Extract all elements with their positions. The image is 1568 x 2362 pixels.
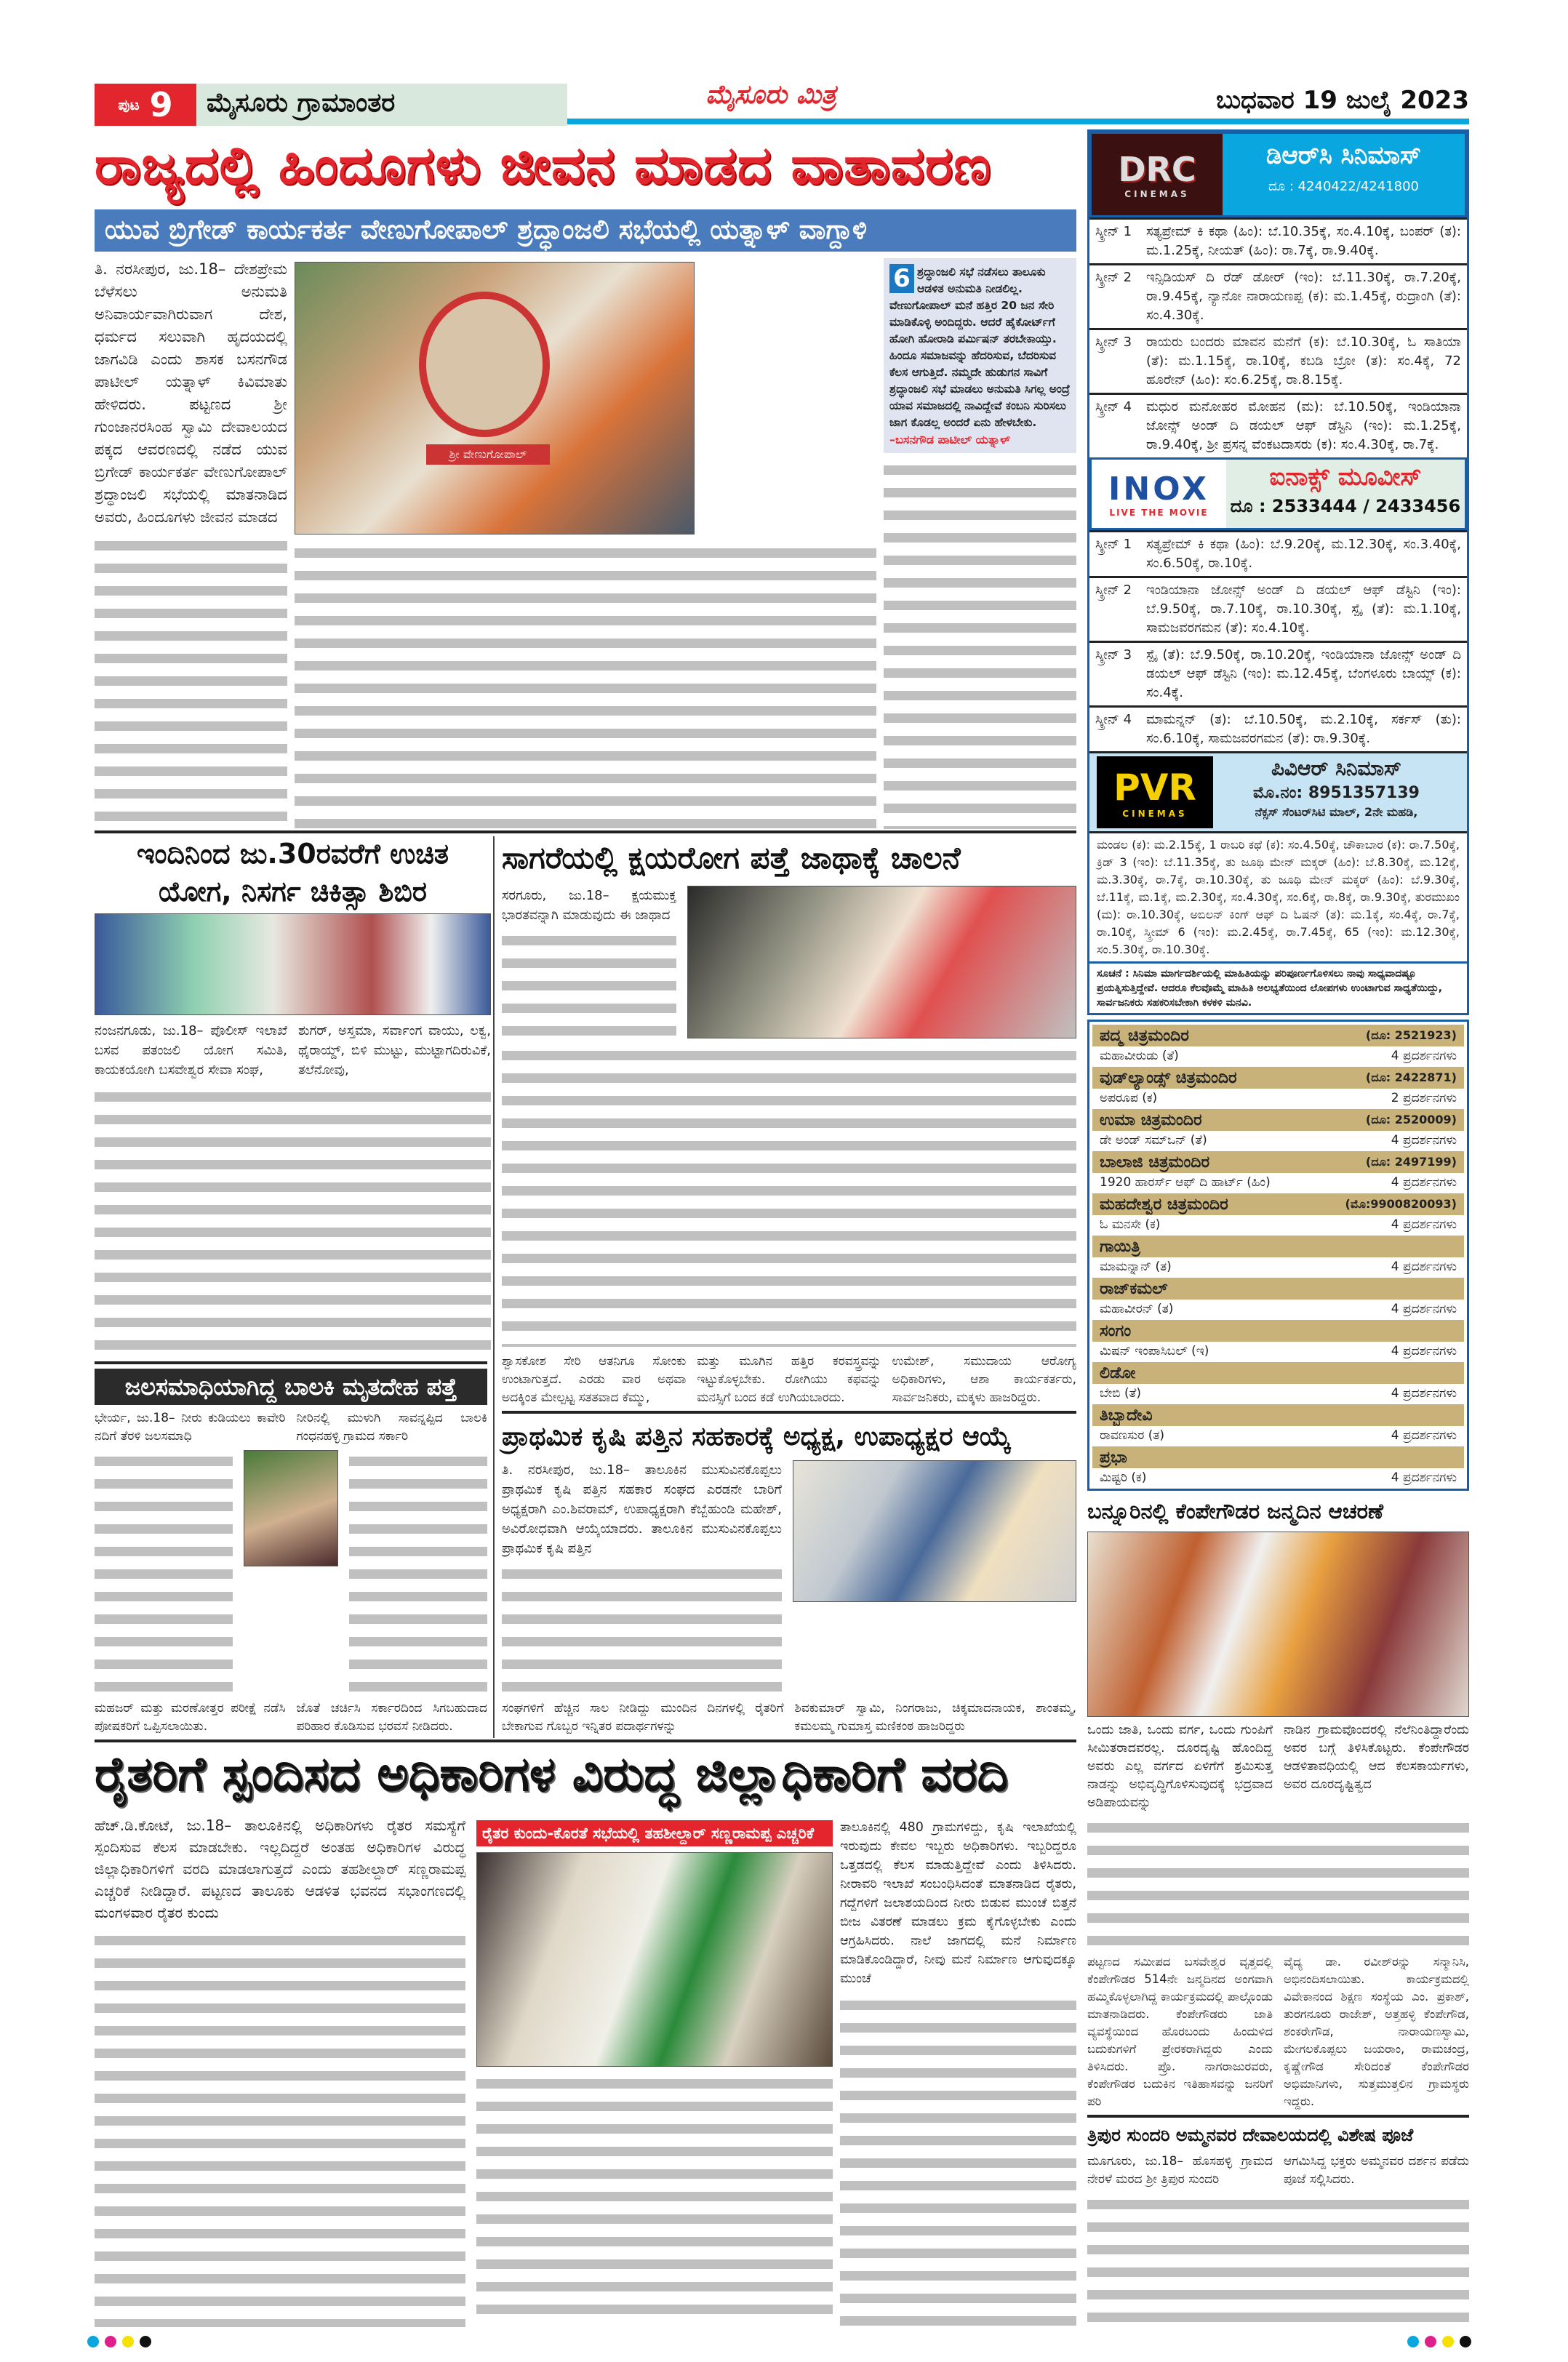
- portrait-frame: [419, 292, 550, 437]
- lead-body-right: [884, 459, 1076, 829]
- inox-phone: ದೂ : 2533444 / 2433456: [1230, 496, 1461, 516]
- bannur-body-continued: [1087, 1817, 1469, 1949]
- drowning-story: [95, 1361, 487, 1736]
- theatre-name: ಗಾಯಿತ್ರಿ: [1100, 1237, 1140, 1256]
- quote-author: –ಬಸನಗೌಡ ಪಾಟೀಲ್ ಯತ್ನಾಳ್: [889, 433, 1010, 447]
- drowning-body-continued: [349, 1450, 487, 1695]
- theatre-name: ಸಂಗಂ: [1100, 1321, 1132, 1340]
- drowning-victim-photo: [244, 1450, 338, 1566]
- show-count: 2 ಪ್ರದರ್ಶನಗಳು: [1391, 1091, 1457, 1105]
- farmers-meeting-photo: [476, 1852, 833, 2067]
- farmers-body-col3: ತಾಲೂಕಿನಲ್ಲಿ 480 ಗ್ರಾಮಗಳಿದ್ದು, ಕೃಷಿ ಇಲಾಖೆಯಲ್ಲಿ ಇರುವುದು ಕೇವಲ ಇಬ್ಬರು ಅಧಿಕಾರಿಗಳು. ಇಬ್ಬರಿದ್ದರೂ ಒತ್ತಡದಲ್ಲಿ ಕೆಲಸ ಮಾಡುತ್ತಿದ್ದೇವೆ ಎಂದು ತಿಳಿಸಿದರು. ನೀರಾವರಿ ಇಲಾಖೆ ಸಂಬಂಧಿಸಿದಂತೆ ಮಾತನಾಡಿದ ರೈತರು, ಗದ್ದೆಗಳಿಗೆ ಜಲಾಶಯದಿಂದ ನೀರು ಬಿಡುವ ಮುಂಚೆ ಬಿತ್ತನೆ ಬೀಜ ವಿತರಣೆ ಮಾಡಲು ಕ್ರಮ ಕೈಗೊಳ್ಳಬೇಕು ಎಂದು ಆಗ್ರಹಿಸಿದರು. ನಾಲೆ ಜಾಗದಲ್ಲಿ ಮನೆ ನಿರ್ಮಾಣ ಮಾಡಿಕೊಂಡಿದ್ದಾರೆ, ನೀವು ಮನೆ ನಿರ್ಮಾಣ ಆಗುವುದಕ್ಕೂ ಮುಂಚೆ: [840, 1820, 1076, 1986]
- screen-label: ಸ್ಕ್ರೀನ್ 4: [1095, 399, 1132, 415]
- inox-screen-row: [1089, 705, 1467, 751]
- drowning-headline: ಜಲಸಮಾಧಿಯಾಗಿದ್ದ ಬಾಲಕಿ ಮೃತದೇಹ ಪತ್ತೆ: [95, 1369, 487, 1405]
- theatre-list: [1087, 1020, 1469, 1491]
- header-rule: [567, 119, 1469, 124]
- screen-shows: ಮಾಮನ್ನನ್ (ತ): ಬೆ.10.50ಕ್ಕೆ, ಮ.2.10ಕ್ಕೆ, ಸರ್ಕಸ್ (ತು): ಸಂ.6.10ಕ್ಕೆ, ಸಾಮಜವರಗಮನ (ತೆ): ರಾ.9.30ಕ್ಕೆ.: [1146, 712, 1461, 746]
- color-registration-marks: [87, 2336, 157, 2350]
- tb-tail-1: ಶ್ವಾಸಕೋಶ ಸೇರಿ ಆತನಿಗೂ ಸೋಂಕು ಉಂಟಾಗುತ್ತದೆ. ಎರಡು ವಾರ ಅಥವಾ ಅದಕ್ಕಿಂತ ಮೇಲ್ಪಟ್ಟ ಸತತವಾದ ಕೆಮ್ಮು,: [502, 1354, 687, 1405]
- movie-title: ಮಹಾವೀರನ್ (ತ): [1100, 1302, 1174, 1316]
- screen-shows: ಮಧುರ ಮನೋಹರ ಮೋಹನ (ಮ): ಬೆ.10.50ಕ್ಕೆ, ಇಂಡಿಯಾನಾ ಜೋನ್ಸ್ ಅಂಡ್ ದಿ ಡಯಲ್ ಆಫ್ ಡೆಸ್ಟಿನಿ (ಇಂ): ಮ.1.25ಕ್ಕೆ, ರಾ.9.40ಕ್ಕೆ, ಶ್ರೀ ಪ್ರಸನ್ನ ವೆಂಕಟದಾಸರು (ಕ): ಸಂ.4.30ಕ್ಕೆ, ರಾ.7ಕ್ಕೆ.: [1146, 399, 1461, 452]
- drc-screen-row: [1089, 217, 1467, 263]
- inox-screens: [1089, 530, 1467, 751]
- divider: [502, 1411, 1076, 1414]
- theatre-movie-row: [1092, 1173, 1464, 1192]
- tb-story: [502, 836, 1076, 1407]
- pvr-shows: ಮಂಡಲ (ಕ): ಮ.2.15ಕ್ಕೆ, 1 ರಾಬರಿ ಕಥೆ (ಕ): ಸಂ.4.50ಕ್ಕೆ, ಚೌಕಾಬಾರ (ಕ): ರಾ.7.50ಕ್ಕೆ, ಕ್ರಿಡ್ 3 (ಇಂ): ಬೆ.11.35ಕ್ಕೆ, ತು ಜೂಥಿ ಮೇನ್ ಮಕ್ಕರ್ (ಹಿಂ): ಬೆ.8.30ಕ್ಕೆ, ಮ.12ಕ್ಕೆ, ಮ.3.30ಕ್ಕೆ, ರಾ.7ಕ್ಕೆ, ರಾ.10.30ಕ್ಕೆ, ತು ಜೂಥಿ ಮೇನ್ ಮಕ್ಕರ್ (ಹಿಂ): ಬೆ.9.30ಕ್ಕೆ, ಬೆ.11ಕ್ಕೆ, ಮ.1ಕ್ಕೆ, ಮ.2.30ಕ್ಕೆ, ಸಂ.4.30ಕ್ಕೆ, ಸಂ.6ಕ್ಕೆ, ರಾ.8ಕ್ಕೆ, ರಾ.9.30ಕ್ಕೆ, ತುರಮುಖಂ (ಮ): ರಾ.10.30ಕ್ಕೆ, ಅಬಿಲನ್ ಕಿಂಗ್ ಆಫ್ ದಿ ಓಷನ್ (ತ): ಮ.1ಕ್ಕೆ, ಸಂ.4ಕ್ಕೆ, ರಾ.7ಕ್ಕೆ, ರಾ.10ಕ್ಕೆ, ಸ್ಕ್ರೀಮ್ 6 (ಇಂ): ಮ.2.45ಕ್ಕೆ, ರಾ.7.45ಕ್ಕೆ, 65 (ಇಂ): ಮ.12.30ಕ್ಕೆ, ಸಂ.5.30ಕ್ಕೆ, ರಾ.10.30ಕ್ಕೆ.: [1089, 831, 1467, 961]
- tb-tail-3: ಉಮೇಶ್, ಸಮುದಾಯ ಆರೋಗ್ಯ ಅಧಿಕಾರಿಗಳು, ಆಶಾ ಕಾರ್ಯಕರ್ತರು, ಸಾರ್ವಜನಿಕರು, ಮಕ್ಕಳು ಹಾಜರಿದ್ದರು.: [892, 1354, 1076, 1405]
- lead-headline: ರಾಜ್ಯದಲ್ಲಿ ಹಿಂದೂಗಳು ಜೀವನ ಮಾಡದ ವಾತಾವರಣ: [95, 135, 992, 196]
- yoga-photo: [95, 913, 491, 1015]
- show-count: 4 ಪ್ರದರ್ಶನಗಳು: [1391, 1217, 1457, 1232]
- theatre-name-bar: [1092, 1278, 1464, 1300]
- drc-screens: [1089, 217, 1467, 457]
- bannur-tail-2: ವೈದ್ಯ ಡಾ. ರವೀಶ್‌ರನ್ನು ಸನ್ಮಾನಿಸಿ, ಅಭಿನಂದಿಸಲಾಯಿತು. ಕಾರ್ಯಕ್ರಮದಲ್ಲಿ ವಿವೇಕಾನಂದ ಶಿಕ್ಷಣ ಸಂಸ್ಥೆಯ ಎಂ. ಪ್ರಕಾಶ್, ತುರಗನೂರು ರಾಜೇಶ್, ಅತ್ತಹಳ್ಳಿ ಕೆಂಪೇಗೌಡ, ಶಂಕರೇಗೌಡ, ನಾರಾಯಣಸ್ವಾಮಿ, ಮೇಗಲಕೊಪ್ಪಲು ಜಯರಾಂ, ರಾಮಚಂದ್ರ, ಕೃಷ್ಣೇಗೌಡ ಸೇರಿದಂತೆ ಕೆಂಪೇಗೌಡರ ಅಭಿಮಾನಿಗಳು, ಸುತ್ತಮುತ್ತಲಿನ ಗ್ರಾಮಸ್ಥರು ಇದ್ದರು.: [1284, 1955, 1469, 2108]
- pvr-address: ನೆಕ್ಸಸ್ ಸೆಂಟರ್‌ಸಿಟಿ ಮಾಲ್, 2ನೇ ಮಹಡಿ,: [1255, 805, 1418, 819]
- theatre-name: ರಾಜ್‌ಕಮಲ್: [1100, 1279, 1168, 1298]
- show-count: 4 ಪ್ರದರ್ಶನಗಳು: [1391, 1386, 1457, 1401]
- theatre-name-bar: [1092, 1067, 1464, 1089]
- page-number-badge: [95, 84, 196, 126]
- divider: [95, 1740, 1076, 1742]
- farmers-body-columns: [476, 2073, 833, 2327]
- tb-body: ಸರಗೂರು, ಜು.18– ಕ್ಷಯಮುಕ್ತ ಭಾರತವನ್ನಾಗಿ ಮಾಡುವುದು ಈ ಜಾಥಾದ: [502, 888, 676, 923]
- photo-caption: ಶ್ರೀ ವೇಣುಗೋಪಾಲ್: [426, 444, 550, 465]
- movie-title: ಅಪರೂಪ (ಕ): [1100, 1091, 1158, 1105]
- show-count: 4 ಪ್ರದರ್ಶನಗಳು: [1391, 1049, 1457, 1063]
- theatre-phone: (ದೂ: 2521923): [1365, 1028, 1457, 1042]
- lead-left-column: [95, 258, 287, 829]
- inox-screen-row: [1089, 530, 1467, 576]
- farmers-middle-column: [476, 1820, 833, 2327]
- show-count: 4 ಪ್ರದರ್ಶನಗಳು: [1391, 1428, 1457, 1443]
- bannur-body-2: ನಾಡಿನ ಗ್ರಾಮವೊಂದರಲ್ಲಿ ನೆಲೆನಿಂತಿದ್ದಾರೆಂದು ಅವರ ಬಗ್ಗೆ ತಿಳಿಸಿಕೊಟ್ಟರು. ಕೆಂಪೇಗೌಡರ ಆಡಳಿತಾವಧಿಯಲ್ಲಿ ಆದ ಕೆಲಸಕಾರ್ಯಗಳು, ಅವರ ದೂರದೃಷ್ಟಿತ್ವದ: [1284, 1723, 1469, 1792]
- movie-title: 1920 ಹಾರರ್ಸ್ ಆಫ್ ದಿ ಹಾರ್ಟ್ (ಹಿಂ): [1100, 1175, 1271, 1190]
- show-count: 4 ಪ್ರದರ್ಶನಗಳು: [1391, 1175, 1457, 1190]
- farmers-headline: ರೈತರಿಗೆ ಸ್ಪಂದಿಸದ ಅಧಿಕಾರಿಗಳ ವಿರುದ್ಧ ಜಿಲ್ಲಾಧಿಕಾರಿಗೆ ವರದಿ: [95, 1746, 1009, 1802]
- lead-subheadline: ಯುವ ಬ್ರಿಗೇಡ್ ಕಾರ್ಯಕರ್ತ ವೇಣುಗೋಪಾಲ್ ಶ್ರದ್ಧಾಂಜಲಿ ಸಭೆಯಲ್ಲಿ ಯತ್ನಾಳ್ ವಾಗ್ದಾಳಿ: [95, 209, 1076, 252]
- farmers-body: ಹೆಚ್.ಡಿ.ಕೋಟೆ, ಜು.18– ತಾಲೂಕಿನಲ್ಲಿ ಅಧಿಕಾರಿಗಳು ರೈತರ ಸಮಸ್ಯೆಗೆ ಸ್ಪಂದಿಸುವ ಕೆಲಸ ಮಾಡಬೇಕು. ಇಲ್ಲದಿದ್ದರೆ ಅಂತಹ ಅಧಿಕಾರಿಗಳ ವಿರುದ್ಧ ಜಿಲ್ಲಾಧಿಕಾರಿಗಳಿಗೆ ವರದಿ ಮಾಡಲಾಗುತ್ತದೆ ಎಂದು ತಹಶೀಲ್ದಾರ್ ಸಣ್ಣರಾಮಪ್ಪ ಎಚ್ಚರಿಕೆ ನೀಡಿದ್ದಾರೆ. ಪಟ್ಟಣದ ತಾಲೂಕು ಆಡಳಿತ ಭವನದ ಸಭಾಂಗಣದಲ್ಲಿ ಮಂಗಳವಾರ ರೈತರ ಕುಂದು: [95, 1817, 465, 1921]
- quote-number: 6: [889, 264, 914, 293]
- inox-logo: INOX LIVE THE MOVIE: [1092, 460, 1226, 528]
- screen-label: ಸ್ಕ್ರೀನ್ 1: [1095, 224, 1132, 239]
- yoga-headline-2: ಯೋಗ, ನಿಸರ್ಗ ಚಿಕಿತ್ಸಾ ಶಿಬಿರ: [159, 876, 427, 908]
- pvr-header: [1089, 751, 1467, 831]
- screen-label: ಸ್ಕ್ರೀನ್ 3: [1095, 647, 1132, 662]
- screen-shows: ರಾಯರು ಬಂದರು ಮಾವನ ಮನೆಗೆ (ಕ): ಬೆ.10.30ಕ್ಕೆ, ಓ ಸಾತಿಯಾ (ತೆ): ಮ.1.15ಕ್ಕೆ, ರಾ.10ಕ್ಕೆ, ಕಬಡಿ ಬ್ರೋ (ತ): ಸಂ.4ಕ್ಕೆ, 72 ಹೂರೇನ್ (ಹಿಂ): ಸಂ.6.25ಕ್ಕೆ, ರಾ.8.15ಕ್ಕೆ.: [1146, 335, 1461, 388]
- screen-label: ಸ್ಕ್ರೀನ್ 2: [1095, 583, 1132, 598]
- theatre-movie-row: [1092, 1384, 1464, 1403]
- show-count: 4 ಪ್ರದರ್ಶನಗಳು: [1391, 1344, 1457, 1358]
- inox-screen-row: [1089, 641, 1467, 705]
- show-count: 4 ಪ್ರದರ್ಶನಗಳು: [1391, 1470, 1457, 1485]
- theatre-name: ಪದ್ಮ ಚಿತ್ರಮಂದಿರ: [1100, 1026, 1189, 1045]
- movie-title: ಮಾಮನ್ನಾನ್ (ತ): [1100, 1260, 1172, 1274]
- movie-title: ಮಿಷ್ಟರಿ (ಕ): [1100, 1470, 1147, 1485]
- screen-label: ಸ್ಕ್ರೀನ್ 1: [1095, 537, 1132, 552]
- quote-text: ಶ್ರದ್ಧಾಂಜಲಿ ಸಭೆ ನಡೆಸಲು ತಾಲೂಕು ಆಡಳಿತ ಅನುಮತಿ ನೀಡಲಿಲ್ಲ. ವೇಣುಗೋಪಾಲ್ ಮನೆ ಹತ್ತಿರ 20 ಜನ ಸೇರಿ ಮಾಡಿಕೊಳ್ಳಿ ಅಂದಿದ್ದರು. ಆದರೆ ಹೈಕೋರ್ಟ್‌ಗೆ ಹೋಗಿ ಹೋರಾಡಿ ಪರ್ಮಿಷನ್ ತರಬೇಕಾಯ್ತು. ಹಿಂದೂ ಸಮಾಜವನ್ನು ಹೆದರಿಸುವ, ಬೆದರಿಸುವ ಕೆಲಸ ಆಗುತ್ತಿದೆ. ನಮ್ಮದೇ ಹುಡುಗನ ಸಾವಿಗೆ ಶ್ರದ್ಧಾಂಜಲಿ ಸಭೆ ಮಾಡಲು ಅನುಮತಿ ಸಿಗಲ್ಲ ಅಂದ್ರೆ ಯಾವ ಸಮಾಜದಲ್ಲಿ ನಾವಿದ್ದೇವೆ ಕಂಬನಿ ಸುರಿಸಲು ಜಾಗ ಕೊಡಲ್ಲ ಅಂದರೆ ಏನು ಹೇಳಬೇಕು.: [889, 265, 1071, 429]
- theatre-movie-row: [1092, 1046, 1464, 1065]
- theatre-name-bar: [1092, 1236, 1464, 1257]
- screen-shows: ಸ್ಪೈ (ತೆ): ಬೆ.9.50ಕ್ಕೆ, ರಾ.10.20ಕ್ಕೆ, ಇಂಡಿಯಾನಾ ಜೋನ್ಸ್ ಅಂಡ್ ದಿ ಡಯಲ್ ಆಫ್ ಡೆಸ್ಟಿನಿ (ಇಂ): ಮ.12.45ಕ್ಕೆ, ಬೆಂಗಳೂರು ಬಾಯ್ಸ್ (ಕ): ಸಂ.4ಕ್ಕೆ.: [1146, 647, 1461, 700]
- show-count: 4 ಪ್ರದರ್ಶನಗಳು: [1391, 1302, 1457, 1316]
- inox-title: ಐನಾಕ್ಸ್ ಮೂವೀಸ್: [1269, 463, 1422, 492]
- coop-tail-1: ಸಂಘಗಳಿಗೆ ಹೆಚ್ಚಿನ ಸಾಲ ನೀಡಿದ್ದು ಮುಂದಿನ ದಿನಗಳಲ್ಲಿ ರೈತರಿಗೆ ಬೇಕಾಗುವ ಗೊಬ್ಬರ ಇನ್ನಿತರ ಪದಾರ್ಥಗಳನ್ನು: [502, 1701, 784, 1734]
- movie-title: ಬೇಬಿ (ತೆ): [1100, 1386, 1141, 1401]
- theatre-name-bar: [1092, 1109, 1464, 1131]
- theatre-phone: (ಮೊ:9900820093): [1345, 1197, 1457, 1211]
- drc-screen-row: [1089, 393, 1467, 457]
- tb-body-columns: [502, 1044, 1076, 1347]
- theatre-name: ಲಿಡೋ: [1100, 1364, 1136, 1382]
- theatre-name: ವುಡ್‌ಲ್ಯಾಂಡ್ಸ್ ಚಿತ್ರಮಂದಿರ: [1100, 1068, 1237, 1087]
- farmers-subheadline: ರೈತರ ಕುಂದು-ಕೊರತೆ ಸಭೆಯಲ್ಲಿ ತಹಶೀಲ್ದಾರ್ ಸಣ್ಣರಾಮಪ್ಪ ಎಚ್ಚರಿಕೆ: [476, 1820, 833, 1846]
- theatre-movie-row: [1092, 1426, 1464, 1445]
- movie-title: ರಾವಣಸುರ (ತ): [1100, 1428, 1165, 1443]
- theatre-name-bar: [1092, 1446, 1464, 1468]
- theatre-name-bar: [1092, 1362, 1464, 1384]
- theatre-name: ಉಮಾ ಚಿತ್ರಮಂದಿರ: [1100, 1110, 1202, 1129]
- screen-shows: ಸತ್ಯಪ್ರೇಮ್ ಕಿ ಕಥಾ (ಹಿಂ): ಬೆ.9.20ಕ್ಕೆ, ಮ.12.30ಕ್ಕೆ, ಸಂ.3.40ಕ್ಕೆ, ಸಂ.6.50ಕ್ಕೆ, ರಾ.10ಕ್ಕೆ.: [1146, 537, 1461, 571]
- divider: [95, 1361, 487, 1364]
- lead-right-column: [884, 258, 1076, 829]
- divider: [1087, 2115, 1469, 2118]
- lead-body-continued: [95, 535, 287, 829]
- yoga-body-1: ನಂಜನಗೂಡು, ಜು.18– ಪೊಲೀಸ್ ಇಲಾಖೆ ಬಸವ ಪತಂಜಲಿ ಯೋಗ ಸಮಿತಿ, ಕಾಯಕಯೋಗಿ ಬಸವೇಶ್ವರ ಸೇವಾ ಸಂಘ,: [95, 1023, 287, 1078]
- drc-header: [1089, 132, 1467, 217]
- farmers-body-col3-continued: [840, 1994, 1076, 2327]
- yoga-story: [95, 838, 491, 1356]
- bannur-headline: ಬನ್ನೂರಿನಲ್ಲಿ ಕೆಂಪೇಗೌಡರ ಜನ್ಮದಿನ ಆಚರಣೆ: [1087, 1499, 1384, 1524]
- drc-screen-row: [1089, 328, 1467, 393]
- drc-title: ಡಿಆರ್‌ಸಿ ಸಿನಿಮಾಸ್: [1265, 141, 1422, 170]
- drowning-body-1: ಭೇರ್ಯ, ಜು.18– ನೀರು ಕುಡಿಯಲು ಕಾವೇರಿ ನದಿಗೆ ತೆರಳಿ ಜಲಸಮಾಧಿ: [95, 1411, 286, 1444]
- tb-photo: [687, 886, 1076, 1038]
- tb-tail-2: ಮತ್ತು ಮೂಗಿನ ಹತ್ತಿರ ಕರವಸ್ತ್ರವನ್ನು ಇಟ್ಟುಕೊಳ್ಳಬೇಕು. ರೋಗಿಯು ಕಫವನ್ನು ಮನಸ್ಸಿಗೆ ಬಂದ ಕಡೆ ಉಗಿಯಬಾರದು.: [697, 1354, 881, 1405]
- screen-shows: ಇಂಡಿಯಾನಾ ಜೋನ್ಸ್ ಅಂಡ್ ದಿ ಡಯಲ್ ಆಫ್ ಡೆಸ್ಟಿನಿ (ಇಂ): ಬೆ.9.50ಕ್ಕೆ, ರಾ.7.10ಕ್ಕೆ, ರಾ.10.30ಕ್ಕೆ, ಸ್ಪೈ (ತೆ): ಮ.1.10ಕ್ಕೆ, ಸಾಮಜವರಗಮನ (ತೆ): ಸಂ.4.10ಕ್ಕೆ.: [1146, 583, 1461, 636]
- pvr-logo: PVR CINEMAS: [1097, 756, 1213, 828]
- temple-body-continued: [1087, 2193, 1469, 2326]
- inox-header: [1089, 457, 1467, 530]
- theatre-name: ಬಾಲಾಜಿ ಚಿತ್ರಮಂದಿರ: [1100, 1153, 1210, 1172]
- movie-title: ಓ ಮನಸೇ (ಕ): [1100, 1217, 1161, 1232]
- theatre-name-bar: [1092, 1320, 1464, 1342]
- coop-body-continued: [502, 1563, 782, 1695]
- drc-phone: ದೂ : 4240422/4241800: [1268, 179, 1419, 194]
- pvr-phone: ಮೊ.ನಂ: 8951357139: [1253, 784, 1420, 802]
- theatre-movie-row: [1092, 1215, 1464, 1234]
- color-registration-marks: [1407, 2336, 1477, 2350]
- temple-headline: ತ್ರಿಪುರ ಸುಂದರಿ ಅಮ್ಮನವರ ದೇವಾಲಯದಲ್ಲಿ ವಿಶೇಷ ಪೂಜೆ: [1087, 2125, 1414, 2145]
- cinema-guide: [1087, 129, 1469, 1015]
- theatre-name: ತಿಬ್ಬಾದೇವಿ: [1100, 1406, 1153, 1425]
- farmers-body-continued: [95, 1929, 465, 2327]
- lead-body: ತಿ. ನರಸೀಪುರ, ಜು.18– ದೇಶಪ್ರೇಮ ಬೆಳೆಸಲು ಅನುಮತಿ ಅನಿವಾರ್ಯವಾಗಿರುವಾಗ ದೇಶ, ಧರ್ಮದ ಸಲುವಾಗಿ ಹೃದಯದಲ್ಲಿ ಜಾಗವಿಡಿ ಎಂದು ಶಾಸಕ ಬಸನಗೌಡ ಪಾಟೀಲ್ ಯತ್ನಾಳ್ ಕಿವಿಮಾತು ಹೇಳಿದರು. ಪಟ್ಟಣದ ಶ್ರೀ ಗುಂಜಾನರಸಿಂಹ ಸ್ವಾಮಿ ದೇವಾಲಯದ ಪಕ್ಕದ ಆವರಣದಲ್ಲಿ ನಡೆದ ಯುವ ಬ್ರಿಗೇಡ್ ಕಾರ್ಯಕರ್ತ ವೇಣುಗೋಪಾಲ್ ಶ್ರದ್ಧಾಂಜಲಿ ಸಭೆಯಲ್ಲಿ ಮಾತನಾಡಿದ ಅವರು, ಹಿಂದೂಗಳು ಜೀವನ ಮಾಡದ: [95, 260, 287, 526]
- theatre-name: ಪ್ರಭಾ: [1100, 1448, 1127, 1467]
- coop-body: ತಿ. ನರಸೀಪುರ, ಜು.18– ತಾಲೂಕಿನ ಮುಸುವಿನಕೊಪ್ಪಲು ಪ್ರಾಥಮಿಕ ಕೃಷಿ ಪತ್ತಿನ ಸಹಕಾರ ಸಂಘದ ಎರಡನೇ ಬಾರಿಗೆ ಅಧ್ಯಕ್ಷರಾಗಿ ಎಂ.ಶಿವರಾಮ್, ಉಪಾಧ್ಯಕ್ಷರಾಗಿ ಕೆಬ್ಬೆಹುಂಡಿ ಮಹೇಶ್, ಅವಿರೋಧವಾಗಿ ಆಯ್ಕೆಯಾದರು. ತಾಲೂಕಿನ ಮುಸುವಿನಕೊಪ್ಪಲು ಪ್ರಾಥಮಿಕ ಕೃಷಿ ಪತ್ತಿನ: [502, 1462, 782, 1556]
- coop-tail-2: ಶಿವಕುಮಾರ್ ಸ್ವಾಮಿ, ನಿಂಗರಾಜು, ಚಿಕ್ಕಮಾದನಾಯಕ, ಶಾಂತಮ್ಮ, ಕಮಲಮ್ಮ ಗುಮಾಸ್ತ ಮಣಿಕಂಠ ಹಾಜರಿದ್ದರು: [794, 1701, 1076, 1734]
- screen-label: ಸ್ಕ್ರೀನ್ 2: [1095, 270, 1132, 285]
- screen-label: ಸ್ಕ್ರೀನ್ 4: [1095, 712, 1132, 727]
- theatre-name-bar: [1092, 1404, 1464, 1426]
- drowning-tail-2: ಜೊತೆ ಚರ್ಚಿಸಿ ಸರ್ಕಾರದಿಂದ ಸಿಗಬಹುದಾದ ಪರಿಹಾರ ಕೊಡಿಸುವ ಭರವಸೆ ನೀಡಿದರು.: [296, 1701, 487, 1734]
- farmers-left-column: [95, 1814, 465, 2327]
- farmers-right-column: [840, 1818, 1076, 2327]
- movie-title: ಡೇ ಅಂಡ್ ಸಮ್‌ಒನ್ (ತೆ): [1100, 1133, 1207, 1148]
- page-number: 9: [149, 85, 173, 124]
- theatre-name: ಮಹದೇಶ್ವರ ಚಿತ್ರಮಂದಿರ: [1100, 1195, 1228, 1214]
- movie-title: ಮಿಷನ್ ಇಂಪಾಸಿಬಲ್ (ಇ): [1100, 1344, 1209, 1358]
- divider: [95, 830, 1076, 833]
- inox-screen-row: [1089, 576, 1467, 641]
- tb-headline: ಸಾಗರೆಯಲ್ಲಿ ಕ್ಷಯರೋಗ ಪತ್ತೆ ಜಾಥಾಕ್ಕೆ ಚಾಲನೆ: [502, 840, 961, 876]
- tb-body-continued: [502, 929, 676, 1038]
- drowning-tail-1: ಮಹಜರ್ ಮತ್ತು ಮರಣೋತ್ತರ ಪರೀಕ್ಷೆ ನಡೆಸಿ ಪೋಷಕರಿಗೆ ಒಪ್ಪಿಸಲಾಯಿತು.: [95, 1701, 286, 1734]
- theatre-movie-row: [1092, 1089, 1464, 1108]
- drowning-body-continued: [95, 1450, 233, 1695]
- yoga-body-continued: [95, 1086, 491, 1356]
- right-column: [1087, 129, 1469, 2326]
- temple-body-1: ಮೂಗೂರು, ಜು.18– ಹೊಸಹಳ್ಳಿ ಗ್ರಾಮದ ನೇರಳೆ ಮರದ ಶ್ರೀ ತ್ರಿಪುರ ಸುಂದರಿ: [1087, 2154, 1273, 2187]
- bannur-tail-1: ಪಟ್ಟಣದ ಸಮೀಪದ ಬಸವೇಶ್ವರ ವೃತ್ತದಲ್ಲಿ ಕೆಂಪೇಗೌಡರ 514ನೇ ಜನ್ಮದಿನದ ಅಂಗವಾಗಿ ಹಮ್ಮಿಕೊಳ್ಳಲಾಗಿದ್ದ ಕಾರ್ಯಕ್ರಮದಲ್ಲಿ ಪಾಲ್ಗೊಂಡು ಮಾತನಾಡಿದರು. ಕೆಂಪೇಗೌಡರು ಜಾತಿ ವ್ಯವಸ್ಥೆಯಿಂದ ಹೊರಬಂದು ಹಿಂದುಳಿದ ಬದುಕುಗಳಿಗೆ ಪ್ರೇರಕರಾಗಿದ್ದರು ಎಂದು ತಿಳಿಸಿದರು. ಪ್ರೊ. ನಾಗರಾಜುರವರು, ಕೆಂಪೇಗೌಡರ ಬದುಕಿನ ಇತಿಹಾಸವನ್ನು ಜನರಿಗೆ ಪರಿ: [1087, 1955, 1273, 2108]
- theatre-movie-row: [1092, 1131, 1464, 1150]
- issue-date: ಬುಧವಾರ 19 ಜುಲೈ 2023: [1216, 86, 1469, 115]
- coop-headline: ಪ್ರಾಥಮಿಕ ಕೃಷಿ ಪತ್ತಿನ ಸಹಕಾರಕ್ಕೆ ಅಧ್ಯಕ್ಷ, ಉಪಾಧ್ಯಕ್ಷರ ಆಯ್ಕೆ: [502, 1422, 1012, 1452]
- theatre-phone: (ದೂ: 2520009): [1365, 1113, 1457, 1126]
- yoga-headline-1: ಇಂದಿನಿಂದ ಜು.30ರವರೆಗೆ ಉಚಿತ: [136, 838, 449, 870]
- theatre-movie-row: [1092, 1468, 1464, 1487]
- pvr-title: ಪಿವಿಆರ್ ಸಿನಿಮಾಸ್: [1271, 756, 1401, 780]
- column-rule: [493, 836, 495, 1738]
- movie-title: ಮಹಾವೀರುಡು (ತೆ): [1100, 1049, 1179, 1063]
- section-title: ಮೈಸೂರು ಗ್ರಾಮಾಂತರ: [196, 84, 567, 126]
- coop-story: [502, 1411, 1076, 1736]
- lead-photo: [295, 262, 695, 535]
- drowning-body-2: ನೀರಿನಲ್ಲಿ ಮುಳುಗಿ ಸಾವನ್ನಪ್ಪಿದ ಬಾಲಕಿ ಗಂಧನಹಳ್ಳಿ ಗ್ರಾಮದ ಸರ್ಕಾರಿ: [296, 1411, 487, 1444]
- yoga-body-2: ಶುಗರ್, ಅಸ್ತಮಾ, ಸರ್ವಾಂಗ ವಾಯು, ಲಕ್ವ, ಥೈರಾಯ್ಡ್, ಬಿಳಿ ಮುಟ್ಟು, ಮುಟ್ಟಾಗದಿರುವಿಕೆ, ತಲೆನೋವು,: [298, 1023, 491, 1078]
- cinema-notice: ಸೂಚನೆ : ಸಿನಿಮಾ ಮಾರ್ಗದರ್ಶಿಯಲ್ಲಿ ಮಾಹಿತಿಯನ್ನು ಪರಿಪೂರ್ಣಗೊಳಿಸಲು ನಾವು ಸಾಧ್ಯವಾದಷ್ಟೂ ಪ್ರಯತ್ನಿಸುತ್ತಿದ್ದೇವೆ. ಆದರೂ ಕೆಲವೊಮ್ಮೆ ಮಾಹಿತಿ ಅಲಭ್ಯತೆಯಿಂದ ಲೋಪಗಳು ಉಂಟಾಗುವ ಸಾಧ್ಯತೆಯಿದ್ದು, ಸಾರ್ವಜನಿಕರು ಸಹಕರಿಸಬೇಕಾಗಿ ಕಳಕಳಿ ಮನವಿ.: [1089, 961, 1467, 1013]
- theatre-name-bar: [1092, 1151, 1464, 1173]
- masthead-logo: ಮೈಸೂರು ಮಿತ್ರ: [705, 80, 836, 110]
- show-count: 4 ಪ್ರದರ್ಶನಗಳು: [1391, 1260, 1457, 1274]
- temple-body-2: ಆಗಮಿಸಿದ್ದ ಭಕ್ತರು ಅಮ್ಮನವರ ದರ್ಶನ ಪಡೆದು ಪೂಜೆ ಸಲ್ಲಿಸಿದರು.: [1284, 2154, 1469, 2187]
- screen-shows: ಇನ್ಸಿಡಿಯಸ್ ದಿ ರೆಡ್ ಡೋರ್ (ಇಂ): ಬೆ.11.30ಕ್ಕೆ, ರಾ.7.20ಕ್ಕೆ, ರಾ.9.45ಕ್ಕೆ, ನ್ಯಾನೋ ನಾರಾಯಣಪ್ಪ (ಕ): ಮ.1.45ಕ್ಕೆ, ರುದ್ರಾಂಗಿ (ತೆ): ಸಂ.4.30ಕ್ಕೆ.: [1146, 270, 1461, 323]
- theatre-movie-row: [1092, 1342, 1464, 1361]
- theatre-movie-row: [1092, 1257, 1464, 1276]
- screen-shows: ಸತ್ಯಪ್ರೇಮ್ ಕಿ ಕಥಾ (ಹಿಂ): ಬೆ.10.35ಕ್ಕೆ, ಸಂ.4.10ಕ್ಕೆ, ಬಂಪರ್ (ತ): ಮ.1.25ಕ್ಕೆ, ನೀಯತ್ (ಹಿಂ): ರಾ.7ಕ್ಕೆ, ರಾ.9.40ಕ್ಕೆ.: [1146, 224, 1461, 258]
- screen-label: ಸ್ಕ್ರೀನ್ 3: [1095, 335, 1132, 350]
- drc-screen-row: [1089, 263, 1467, 328]
- page-label: ಪುಟ: [118, 96, 140, 113]
- quote-box: [884, 258, 1076, 453]
- bannur-photo: [1087, 1532, 1469, 1717]
- bannur-body-1: ಒಂದು ಜಾತಿ, ಒಂದು ವರ್ಗ, ಒಂದು ಗುಂಪಿಗೆ ಸೀಮಿತರಾದವರಲ್ಲ. ದೂರದೃಷ್ಟಿ ಹೊಂದಿದ್ದ ಅವರು ಎಲ್ಲ ವರ್ಗದ ಏಳಿಗೆಗೆ ಶ್ರಮಿಸುತ್ತ ನಾಡನ್ನು ಅಭಿವೃದ್ಧಿಗೊಳಿಸುವುದಕ್ಕೆ ಭದ್ರವಾದ ಅಡಿಪಾಯವನ್ನು: [1087, 1723, 1273, 1810]
- theatre-phone: (ದೂ: 2497199): [1365, 1155, 1457, 1169]
- theatre-movie-row: [1092, 1300, 1464, 1318]
- drc-logo: DRC CINEMAS: [1092, 134, 1223, 215]
- theatre-phone: (ದೂ: 2422871): [1365, 1070, 1457, 1084]
- show-count: 4 ಪ್ರದರ್ಶನಗಳು: [1391, 1133, 1457, 1148]
- coop-photo: [793, 1460, 1076, 1602]
- lead-body-columns: [295, 542, 876, 829]
- theatre-name-bar: [1092, 1025, 1464, 1046]
- theatre-name-bar: [1092, 1193, 1464, 1215]
